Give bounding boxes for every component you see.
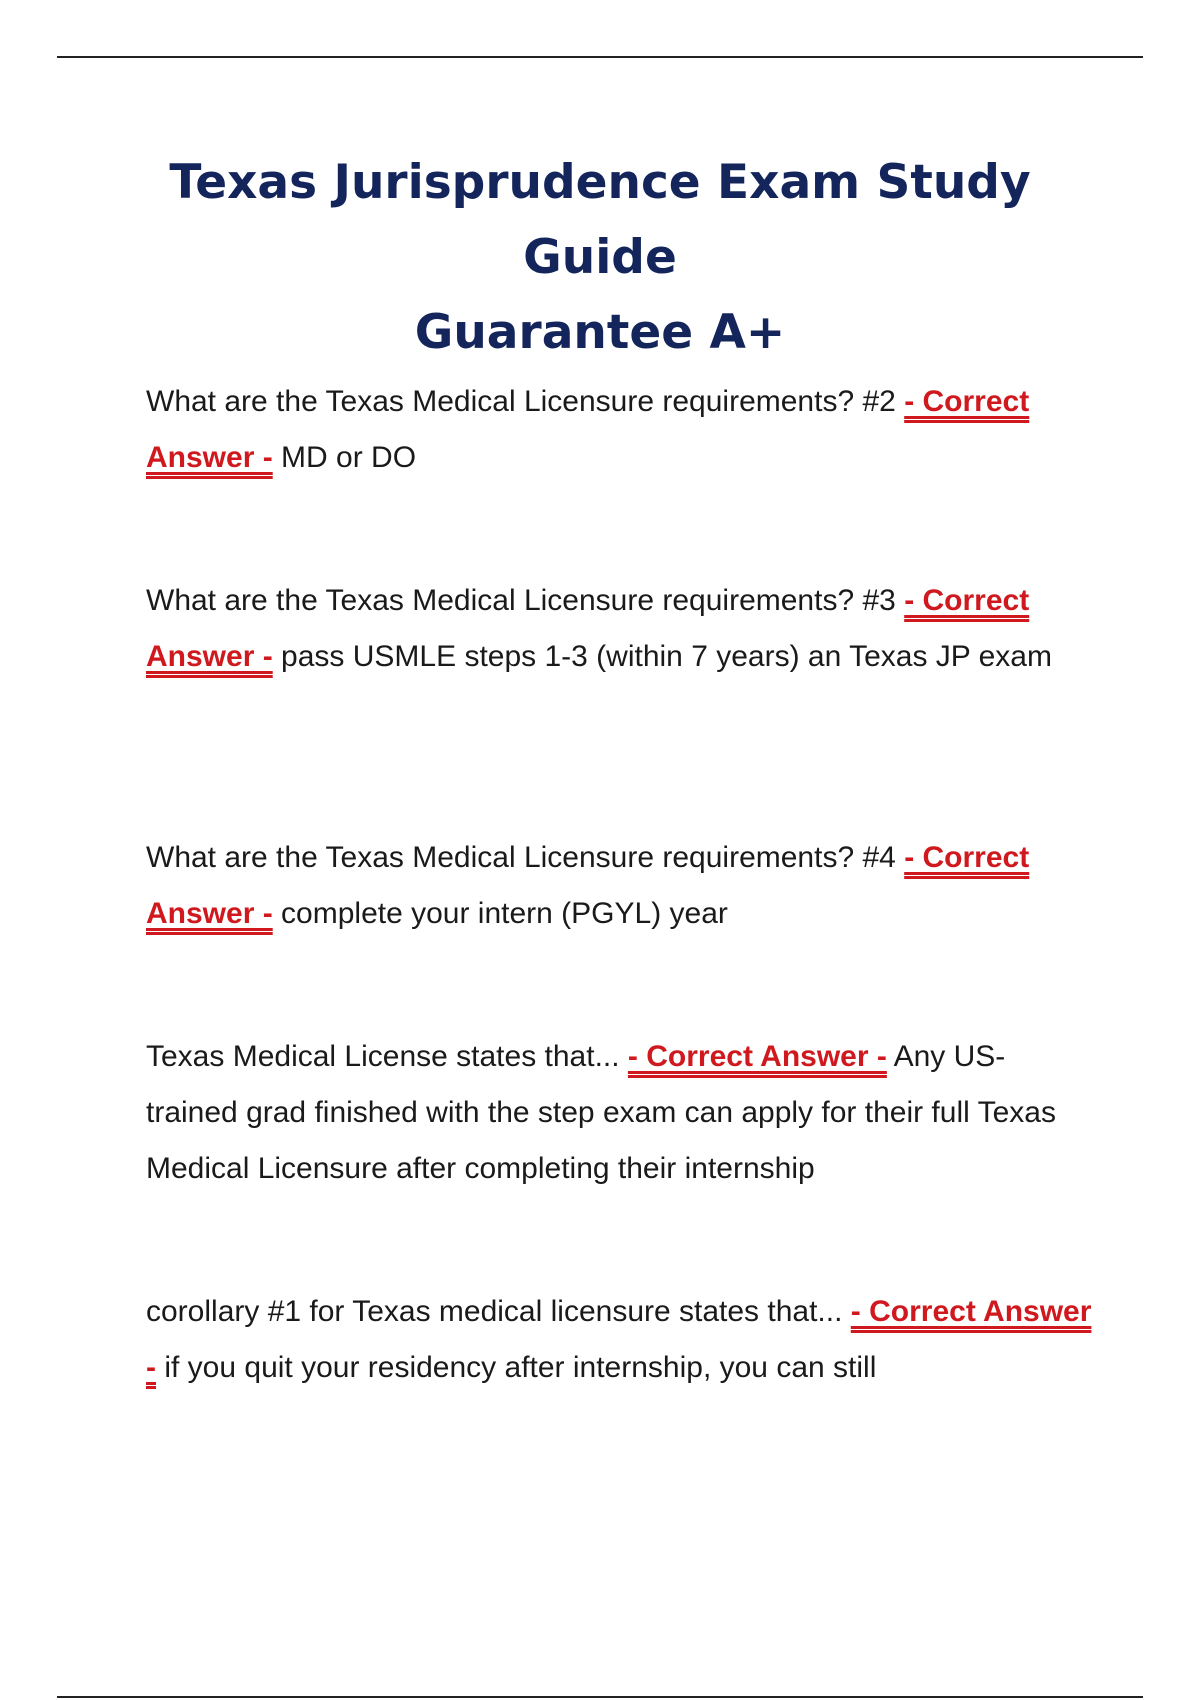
title-line-2: Guarantee A+ [414, 305, 786, 360]
answer-text: if you quit your residency after internship, you can still [164, 1351, 877, 1384]
correct-answer-marker: - Correct Answer - [146, 385, 1030, 474]
answer-text: MD or DO [281, 441, 417, 474]
answer-text: complete your intern (PGYL) year [281, 897, 728, 930]
question-text: Texas Medical License states that... [146, 1040, 620, 1073]
correct-answer-marker: - Correct Answer - [146, 1295, 1092, 1384]
qa-entry [146, 1284, 1096, 1396]
bottom-rule [57, 1696, 1143, 1698]
question-text: What are the Texas Medical Licensure requirements? #4 [146, 841, 896, 874]
qa-entry [146, 1029, 1096, 1197]
correct-answer-marker: - Correct Answer - [146, 841, 1030, 930]
qa-entry [146, 830, 1096, 942]
answer-text: Any US-trained grad finished with the step exam can apply for their full Texas Medical Licensure after completing their internship [146, 1040, 1056, 1185]
title-line-1: Texas Jurisprudence Exam Study Guide [169, 155, 1031, 285]
top-rule [57, 56, 1143, 58]
qa-entry [146, 374, 1096, 486]
qa-entry [146, 573, 1096, 685]
correct-answer-marker: - Correct Answer - [146, 584, 1030, 673]
question-text: What are the Texas Medical Licensure requirements? #3 [146, 584, 896, 617]
answer-text: pass USMLE steps 1-3 (within 7 years) an Texas JP exam [281, 640, 1052, 673]
page-title [100, 145, 1100, 370]
correct-answer-marker: - Correct Answer - [627, 1040, 887, 1073]
question-text: What are the Texas Medical Licensure requirements? #2 [146, 385, 896, 418]
question-text: corollary #1 for Texas medical licensure states that... [146, 1295, 843, 1328]
